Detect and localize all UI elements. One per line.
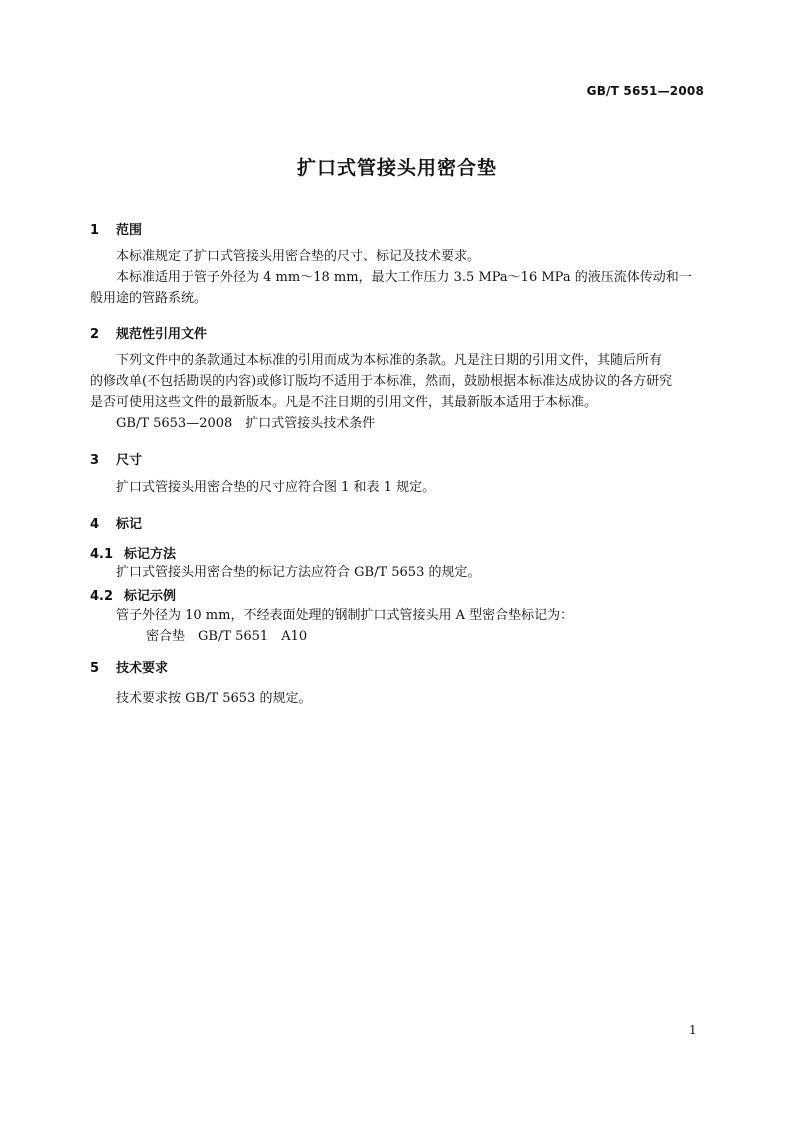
section-number: 1: [90, 223, 100, 238]
reference-entry: GB/T 5653—2008 扩口式管接头技术条件: [116, 416, 376, 431]
paragraph-line: 下列文件中的条款通过本标准的引用而成为本标准的条款。凡是注日期的引用文件，其随后所有: [116, 353, 663, 368]
section-title: 范围: [116, 223, 143, 238]
section-1-body: [90, 246, 706, 309]
section-2-body: [90, 350, 706, 434]
section-3-heading: [90, 449, 142, 468]
marking-example: 密合垫 GB/T 5651 A10: [146, 629, 308, 644]
section-number: 4: [90, 517, 100, 532]
standard-number: GB/T 5651—2008: [586, 84, 704, 98]
section-4-2-heading: [90, 585, 176, 604]
section-4-2-body: [90, 605, 706, 647]
section-title: 尺寸: [116, 453, 143, 468]
section-1-heading: [90, 219, 142, 238]
subsection-title: 标记方法: [124, 547, 177, 562]
subsection-number: 4.2: [90, 589, 114, 604]
section-number: 2: [90, 327, 100, 342]
section-title: 技术要求: [116, 661, 169, 676]
section-3-body: [90, 477, 706, 498]
section-2-heading: [90, 323, 207, 342]
paragraph-line: 是否可使用这些文件的最新版本。凡是不注日期的引用文件，其最新版本适用于本标准。: [90, 395, 598, 410]
section-number: 3: [90, 453, 100, 468]
paragraph-line: 扩口式管接头用密合垫的标记方法应符合 GB/T 5653 的规定。: [116, 565, 481, 580]
subsection-number: 4.1: [90, 547, 114, 562]
section-4-1-heading: [90, 543, 176, 562]
section-number: 5: [90, 661, 100, 676]
section-5-body: [90, 688, 706, 709]
document-title: 扩口式管接头用密合垫: [296, 157, 497, 179]
subsection-title: 标记示例: [124, 589, 177, 604]
section-title: 规范性引用文件: [116, 327, 208, 342]
page-number: 1: [689, 1023, 697, 1037]
section-4-1-body: [90, 562, 706, 583]
section-5-heading: [90, 657, 168, 676]
section-title: 标记: [116, 517, 143, 532]
paragraph-line: 技术要求按 GB/T 5653 的规定。: [116, 691, 312, 706]
paragraph-line: 般用途的管路系统。: [90, 291, 208, 306]
paragraph-line: 本标准规定了扩口式管接头用密合垫的尺寸、标记及技术要求。: [116, 249, 481, 264]
paragraph-line: 的修改单(不包括勘误的内容)或修订版均不适用于本标准，然而，鼓励根据本标准达成协议的各方研究: [90, 374, 673, 389]
paragraph-line: 扩口式管接头用密合垫的尺寸应符合图 1 和表 1 规定。: [116, 480, 436, 495]
section-4-heading: [90, 513, 142, 532]
paragraph-line: 管子外径为 10 mm，不经表面处理的钢制扩口式管接头用 A 型密合垫标记为：: [116, 608, 574, 623]
paragraph-line: 本标准适用于管子外径为 4 mm～18 mm，最大工作压力 3.5 MPa～16 MPa 的液压流体传动和一: [116, 270, 692, 285]
